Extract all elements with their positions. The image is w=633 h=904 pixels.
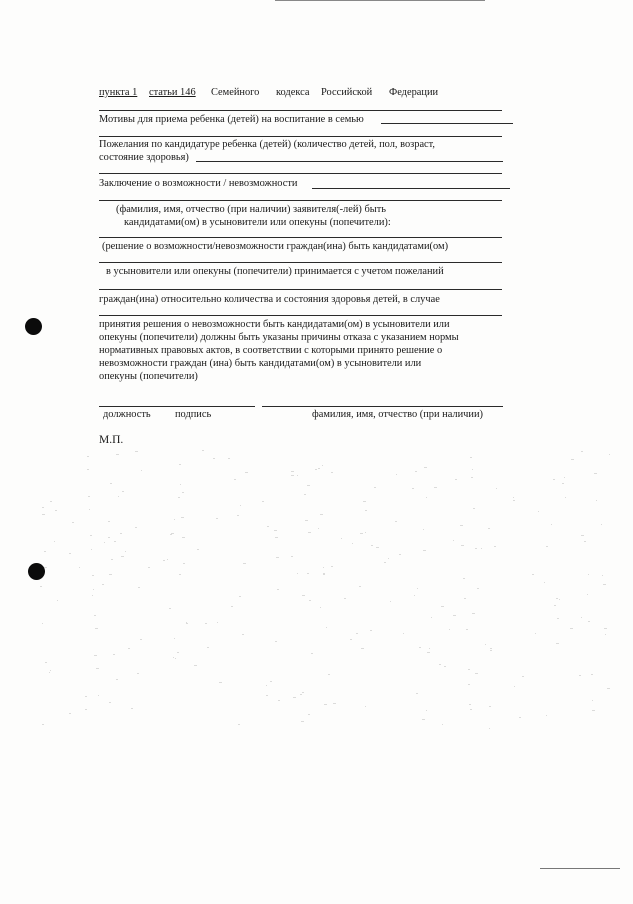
conclusion-label: Заключение о возможности / невозможности: [99, 178, 298, 189]
scan-speck: [594, 473, 597, 474]
scan-speck: [581, 535, 584, 536]
scan-speck: [359, 586, 360, 587]
scan-speck: [390, 601, 391, 602]
scan-speck: [207, 647, 209, 648]
header-word: Российской: [321, 87, 373, 98]
scan-speck: [546, 546, 547, 547]
scan-speck: [412, 488, 413, 489]
scan-speck: [455, 479, 457, 480]
scan-speck: [607, 688, 610, 689]
scan-speck: [128, 648, 130, 649]
scan-speck: [90, 535, 92, 536]
scan-speck: [365, 532, 366, 533]
signature-fio-caption: фамилия, имя, отчество (при наличии): [312, 409, 483, 420]
scan-speck: [138, 587, 140, 588]
scan-speck: [341, 538, 342, 539]
scan-speck: [304, 494, 306, 495]
scan-speck: [584, 541, 586, 542]
scan-speck: [95, 628, 98, 629]
conclusion-fill-line[interactable]: [312, 188, 510, 189]
scan-speck: [431, 617, 432, 618]
scan-speck: [270, 681, 272, 682]
scan-speck: [324, 704, 326, 705]
scan-speck: [94, 615, 96, 616]
scan-speck: [173, 657, 175, 658]
signature-sign-caption: подпись: [175, 409, 212, 420]
scan-speck: [423, 550, 425, 551]
scan-speck: [414, 595, 415, 596]
scan-speck: [307, 573, 309, 574]
scan-speck: [170, 534, 172, 535]
scan-speck: [234, 479, 236, 480]
scan-speck: [179, 574, 181, 575]
decision-line: (решение о возможности/невозможности граждан(ина) быть кандидатами(ом): [102, 241, 449, 252]
scan-speck: [581, 451, 583, 452]
scan-speck: [323, 567, 324, 568]
scan-speck: [514, 686, 515, 687]
scan-speck: [219, 682, 222, 683]
motives-label: Мотивы для приема ребенка (детей) на воспитание в семью: [99, 114, 364, 125]
scan-speck: [183, 563, 185, 564]
scan-speck: [266, 695, 268, 696]
scan-speck: [137, 673, 139, 674]
scan-speck: [113, 654, 116, 655]
scan-speck: [490, 650, 493, 651]
scan-speck: [180, 484, 182, 485]
scan-speck: [429, 648, 430, 649]
scan-speck: [326, 627, 327, 628]
scan-speck: [488, 528, 490, 529]
scan-speck: [323, 574, 325, 575]
scan-speck: [472, 613, 475, 614]
wishes-label-line1: Пожелания по кандидатуре ребенка (детей) (количество детей, пол, возраст,: [99, 139, 436, 150]
scan-speck: [50, 670, 52, 671]
scan-speck: [427, 652, 430, 653]
scan-speck: [102, 584, 104, 585]
scan-speck: [461, 545, 464, 546]
scan-speck: [554, 605, 556, 606]
scan-speck: [309, 600, 311, 601]
scan-speck: [44, 567, 46, 568]
blank-line: [99, 237, 502, 238]
scan-speck: [237, 515, 239, 516]
scan-speck: [352, 543, 353, 544]
scan-speck: [148, 567, 150, 568]
header-word: пункта 1: [99, 87, 138, 98]
scan-speck: [331, 472, 333, 473]
scan-speck: [262, 501, 264, 502]
scan-speck: [328, 674, 330, 675]
scan-speck: [475, 673, 477, 674]
wishes-label-line2: состояние здоровья): [99, 152, 189, 163]
scan-speck: [571, 459, 574, 460]
scan-speck: [231, 606, 233, 607]
scan-speck: [496, 488, 497, 489]
scan-speck: [243, 563, 245, 564]
scan-speck: [131, 708, 133, 709]
scan-speck: [376, 547, 378, 548]
scan-speck: [320, 607, 321, 608]
scan-speck: [489, 728, 490, 729]
scan-speck: [91, 549, 92, 550]
scan-speck: [426, 710, 427, 711]
scan-speck: [485, 644, 486, 645]
scan-speck: [120, 533, 122, 534]
scan-speck: [300, 694, 302, 695]
scan-speck: [449, 629, 451, 630]
scan-speck: [562, 483, 564, 484]
scan-speck: [395, 521, 397, 522]
scan-speck: [588, 574, 589, 575]
scan-speck: [356, 633, 358, 634]
scan-speck: [489, 706, 491, 707]
scan-speck: [603, 584, 606, 585]
scan-speck: [55, 510, 57, 511]
scan-speck: [460, 525, 463, 526]
scan-speck: [182, 537, 185, 538]
scan-speck: [141, 470, 142, 471]
header-word: кодекса: [276, 87, 310, 98]
scan-speck: [371, 545, 374, 546]
scan-speck: [442, 724, 443, 725]
signature-position-caption: должность: [103, 409, 151, 420]
scan-speck: [370, 630, 372, 631]
scan-speck: [469, 704, 471, 705]
decision-line: нормативных правовых актов, в соответствии с которыми принято решение о: [99, 345, 443, 356]
decision-line: невозможности граждан (ина) быть кандидатами(ом) в усыновители или: [99, 358, 422, 369]
decision-line: опекуны (попечители): [99, 371, 198, 382]
scan-speck: [426, 497, 427, 498]
scan-speck: [116, 679, 118, 680]
scan-speck: [605, 634, 606, 635]
scan-speck: [50, 501, 52, 502]
scan-speck: [96, 655, 98, 656]
scan-speck: [109, 574, 112, 575]
decision-line: опекуны (попечители) должны быть указаны причины отказа с указанием нормы: [99, 332, 459, 343]
scan-speck: [596, 500, 597, 501]
scan-speck: [581, 617, 582, 618]
scan-speck: [69, 713, 72, 714]
scan-speck: [344, 598, 347, 599]
position-sign-line[interactable]: [99, 406, 255, 407]
scan-speck: [174, 638, 175, 639]
scan-speck: [291, 471, 294, 472]
blank-line: [99, 200, 502, 201]
scan-speck: [174, 519, 176, 520]
scan-speck: [416, 693, 417, 694]
scan-speck: [72, 522, 74, 523]
scan-speck: [475, 548, 477, 549]
scan-speck: [592, 700, 593, 701]
fio-sign-line[interactable]: [262, 406, 503, 407]
fio-caption-line1: (фамилия, имя, отчество (при наличии) заявителя(-лей) быть: [116, 204, 386, 215]
scan-speck: [415, 471, 417, 472]
scan-speck: [202, 450, 204, 451]
scan-speck: [424, 467, 427, 468]
scan-speck: [302, 595, 305, 596]
scan-speck: [108, 537, 110, 538]
scan-speck: [85, 709, 86, 710]
scan-speck: [307, 485, 310, 486]
scan-speck: [481, 548, 483, 549]
scan-speck: [305, 520, 308, 521]
scan-speck: [275, 641, 277, 642]
scan-speck: [470, 457, 472, 458]
scan-speck: [591, 674, 594, 675]
scan-speck: [308, 714, 310, 715]
scan-speck: [177, 652, 179, 653]
scan-speck: [92, 595, 93, 596]
motives-fill-line[interactable]: [381, 123, 513, 124]
scan-speck: [477, 588, 478, 589]
scan-speck: [403, 633, 404, 634]
stamp-label: М.П.: [99, 434, 124, 446]
scan-speck: [538, 511, 539, 512]
scan-speck: [417, 588, 418, 589]
scan-speck: [178, 497, 179, 498]
scan-speck: [320, 514, 322, 515]
scan-speck: [194, 665, 197, 666]
scan-speck: [601, 524, 602, 525]
scan-speck: [570, 628, 573, 629]
scan-speck: [182, 492, 184, 493]
header-word: Семейного: [211, 87, 260, 98]
scan-speck: [564, 477, 565, 478]
punch-hole: [25, 318, 42, 335]
scan-speck: [519, 717, 521, 718]
scan-speck: [315, 469, 316, 470]
scan-speck: [96, 668, 99, 669]
fio-caption-line2: кандидатами(ом) в усыновители или опекуны (попечители):: [124, 217, 391, 228]
scan-speck: [87, 469, 88, 470]
decision-line: в усыновители или опекуны (попечители) принимается с учетом пожеланий: [106, 266, 444, 277]
scan-speck: [110, 483, 111, 484]
decision-line: принятия решения о невозможности быть кандидатами(ом) в усыновители или: [99, 319, 450, 330]
scan-speck: [311, 653, 313, 654]
scan-speck: [468, 669, 470, 670]
scan-speck: [163, 560, 165, 561]
scan-speck: [169, 608, 171, 609]
scan-speck: [399, 554, 401, 555]
scan-speck: [453, 615, 456, 616]
scan-speck: [322, 465, 324, 466]
scan-speck: [331, 566, 334, 567]
scan-speck: [551, 524, 552, 525]
blank-line: [99, 262, 502, 263]
bottom-edge-rule: [540, 868, 620, 869]
scan-speck: [109, 702, 111, 703]
scan-speck: [293, 697, 295, 698]
scan-speck: [434, 487, 437, 488]
scan-speck: [468, 684, 470, 685]
scan-speck: [553, 479, 555, 480]
scan-speck: [535, 633, 536, 634]
scan-speck: [274, 530, 277, 531]
scan-speck: [118, 496, 119, 497]
scan-speck: [291, 556, 293, 557]
scan-speck: [135, 451, 138, 452]
scan-speck: [546, 715, 548, 716]
scan-speck: [291, 475, 294, 476]
scan-speck: [579, 675, 581, 676]
scan-speck: [419, 647, 420, 648]
scan-speck: [98, 695, 99, 696]
scan-speck: [602, 575, 603, 576]
scan-speck: [108, 521, 110, 522]
scan-speck: [308, 532, 311, 533]
scan-speck: [54, 541, 56, 542]
scan-speck: [42, 724, 44, 725]
scan-speck: [297, 573, 299, 574]
scan-speck: [444, 666, 446, 667]
scan-speck: [557, 618, 559, 619]
wishes-fill-line[interactable]: [196, 161, 503, 162]
scan-speck: [45, 662, 47, 663]
scan-speck: [365, 706, 366, 707]
punch-hole: [28, 563, 45, 580]
scan-speck: [93, 589, 94, 590]
scan-speck: [181, 517, 184, 518]
scan-speck: [42, 623, 43, 624]
scan-speck: [44, 551, 46, 552]
scan-speck: [544, 582, 545, 583]
scan-speck: [42, 514, 45, 515]
scan-speck: [559, 599, 560, 600]
scan-speck: [114, 541, 116, 542]
header-word: Федерации: [389, 87, 439, 98]
scan-speck: [57, 600, 59, 601]
scan-speck: [396, 474, 398, 475]
scan-speck: [228, 458, 229, 459]
scan-speck: [297, 475, 298, 476]
scan-speck: [245, 472, 248, 473]
scan-speck: [87, 456, 89, 457]
scan-speck: [122, 491, 124, 492]
scan-speck: [302, 692, 303, 693]
blank-line: [99, 173, 502, 174]
scan-speck: [365, 510, 367, 511]
scan-speck: [238, 724, 241, 725]
blank-line: [99, 110, 502, 111]
scan-speck: [374, 487, 376, 488]
scan-speck: [318, 528, 319, 529]
scan-speck: [422, 719, 425, 720]
scan-speck: [277, 589, 279, 590]
scan-speck: [318, 468, 320, 469]
scan-speck: [513, 497, 514, 498]
header-word: статьи 146: [149, 87, 196, 98]
scan-speck: [104, 542, 105, 543]
scan-speck: [466, 629, 468, 630]
scan-speck: [463, 578, 465, 579]
scan-speck: [278, 700, 280, 701]
decision-line: граждан(ина) относительно количества и состояния здоровья детей, в случае: [99, 294, 440, 305]
scan-speck: [532, 574, 533, 575]
scan-speck: [40, 586, 42, 587]
scan-speck: [592, 710, 595, 711]
scan-speck: [423, 529, 424, 530]
scan-speck: [216, 518, 218, 519]
scan-speck: [472, 469, 474, 470]
scan-speck: [388, 558, 389, 559]
blank-line: [99, 136, 502, 137]
scan-speck: [363, 501, 366, 502]
scan-speck: [275, 537, 278, 538]
scan-speck: [197, 549, 199, 550]
scan-speck: [121, 556, 124, 557]
scan-speck: [69, 553, 71, 554]
scan-speck: [350, 639, 352, 640]
scan-speck: [42, 507, 44, 508]
scan-speck: [333, 703, 336, 704]
scan-speck: [267, 526, 269, 527]
scan-speck: [439, 664, 440, 665]
scan-speck: [111, 559, 114, 560]
scan-speck: [240, 505, 242, 506]
scan-speck: [92, 575, 94, 576]
scan-speck: [513, 500, 515, 501]
scan-speck: [473, 508, 475, 509]
top-edge-rule: [275, 0, 485, 1]
scan-speck: [471, 477, 473, 478]
scan-speck: [266, 685, 267, 686]
scan-speck: [522, 676, 525, 677]
scan-speck: [49, 672, 50, 673]
scan-speck: [186, 623, 187, 624]
scan-speck: [116, 454, 118, 455]
scan-speck: [175, 658, 176, 659]
scan-speck: [217, 622, 218, 623]
scan-speck: [89, 509, 90, 510]
scan-speck: [242, 634, 244, 635]
blank-line: [99, 315, 502, 316]
scan-speck: [588, 621, 590, 622]
scan-speck: [361, 648, 363, 649]
scan-speck: [276, 557, 279, 558]
scan-speck: [464, 598, 466, 599]
scan-speck: [470, 709, 472, 710]
scan-speck: [140, 639, 142, 640]
scan-speck: [125, 551, 127, 552]
scan-speck: [494, 546, 496, 547]
blank-line: [99, 289, 502, 290]
scan-speck: [135, 527, 137, 528]
scan-speck: [609, 454, 610, 455]
scan-speck: [79, 567, 80, 568]
scan-speck: [565, 497, 566, 498]
scan-speck: [587, 594, 588, 595]
scan-speck: [453, 540, 454, 541]
scan-speck: [239, 596, 240, 597]
scan-speck: [85, 696, 87, 697]
scan-speck: [88, 496, 90, 497]
scan-speck: [556, 643, 559, 644]
scan-speck: [441, 606, 444, 607]
scan-speck: [301, 721, 304, 722]
scan-speck: [384, 562, 387, 563]
scan-speck: [205, 623, 207, 624]
scan-speck: [360, 533, 363, 534]
scan-speck: [604, 628, 607, 629]
scan-speck: [213, 458, 215, 459]
scan-speck: [179, 464, 181, 465]
scan-speck: [167, 559, 168, 560]
